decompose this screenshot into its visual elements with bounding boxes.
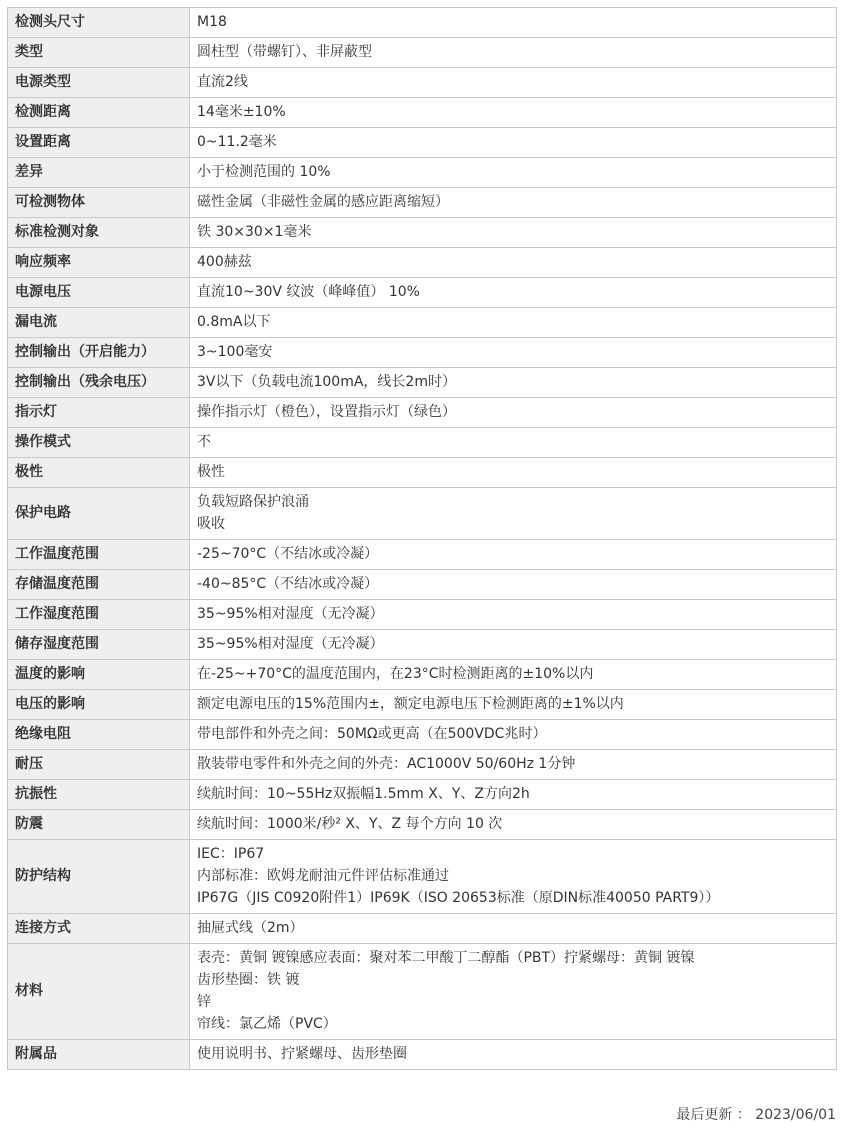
- spec-value: [190, 840, 837, 914]
- spec-value-line: IP67G（JIS C0920附件1）IP69K（ISO 20653标准（原DIN标准40050 PART9））: [197, 890, 720, 906]
- spec-label: 温度的影响: [8, 660, 190, 690]
- spec-label: 防震: [8, 810, 190, 840]
- spec-label: 差异: [8, 158, 190, 188]
- spec-label: 漏电流: [8, 308, 190, 338]
- table-row: [8, 660, 837, 690]
- spec-label: 检测头尺寸: [8, 8, 190, 38]
- spec-value: [190, 570, 837, 600]
- spec-value: [190, 600, 837, 630]
- table-row: [8, 398, 837, 428]
- spec-label: 电压的影响: [8, 690, 190, 720]
- spec-label: 附属品: [8, 1040, 190, 1070]
- spec-value: [190, 218, 837, 248]
- spec-label: 抗振性: [8, 780, 190, 810]
- spec-value: [190, 660, 837, 690]
- spec-value: [190, 914, 837, 944]
- table-row: [8, 38, 837, 68]
- table-row: [8, 308, 837, 338]
- spec-label: 储存湿度范围: [8, 630, 190, 660]
- spec-label: 防护结构: [8, 840, 190, 914]
- table-row: [8, 914, 837, 944]
- spec-label: 控制输出（开启能力）: [8, 338, 190, 368]
- spec-label: 极性: [8, 458, 190, 488]
- spec-value-line: 不: [197, 434, 211, 450]
- table-row: [8, 570, 837, 600]
- spec-value: [190, 630, 837, 660]
- spec-value-line: 吸收: [197, 516, 225, 532]
- table-row: [8, 690, 837, 720]
- spec-value: [190, 68, 837, 98]
- spec-value-line: 内部标准：欧姆龙耐油元件评估标准通过: [197, 868, 449, 884]
- spec-label: 控制输出（残余电压）: [8, 368, 190, 398]
- spec-value: [190, 540, 837, 570]
- table-row: [8, 630, 837, 660]
- spec-value: [190, 278, 837, 308]
- spec-label: 工作温度范围: [8, 540, 190, 570]
- spec-value-line: 带电部件和外壳之间：50MΩ或更高（在500VDC兆时）: [197, 726, 547, 742]
- spec-value: [190, 8, 837, 38]
- spec-value-line: 续航时间：1000米/秒² X、Y、Z 每个方向 10 次: [197, 816, 503, 832]
- spec-label: 绝缘电阻: [8, 720, 190, 750]
- table-row: [8, 338, 837, 368]
- table-row: [8, 218, 837, 248]
- table-row: [8, 780, 837, 810]
- spec-label: 标准检测对象: [8, 218, 190, 248]
- spec-label: 操作模式: [8, 428, 190, 458]
- spec-value-line: 散装带电零件和外壳之间的外壳：AC1000V 50/60Hz 1分钟: [197, 756, 576, 772]
- table-row: [8, 750, 837, 780]
- table-row: [8, 600, 837, 630]
- table-row: [8, 278, 837, 308]
- spec-label: 类型: [8, 38, 190, 68]
- spec-value: [190, 38, 837, 68]
- spec-value-line: 直流2线: [197, 74, 248, 90]
- table-row: [8, 540, 837, 570]
- spec-value: [190, 720, 837, 750]
- spec-value-line: 在-25~+70°C的温度范围内，在23°C时检测距离的±10%以内: [197, 666, 594, 682]
- table-row: [8, 488, 837, 540]
- spec-value-line: M18: [197, 14, 227, 30]
- spec-value: [190, 488, 837, 540]
- spec-label: 工作湿度范围: [8, 600, 190, 630]
- spec-table-body: [8, 8, 837, 1070]
- spec-value-line: 3~100毫安: [197, 344, 273, 360]
- spec-value-line: 35~95%相对湿度（无冷凝）: [197, 636, 384, 652]
- spec-value: [190, 308, 837, 338]
- spec-value-line: 操作指示灯（橙色），设置指示灯（绿色）: [197, 404, 456, 420]
- spec-table: [7, 7, 837, 1070]
- table-row: [8, 68, 837, 98]
- spec-label: 检测距离: [8, 98, 190, 128]
- table-row: [8, 8, 837, 38]
- table-row: [8, 1040, 837, 1070]
- table-row: [8, 248, 837, 278]
- spec-label: 设置距离: [8, 128, 190, 158]
- spec-value-line: 3V以下（负载电流100mA，线长2m时）: [197, 374, 456, 390]
- spec-label: 电源电压: [8, 278, 190, 308]
- spec-value: [190, 780, 837, 810]
- spec-value-line: 小于检测范围的 10%: [197, 164, 331, 180]
- table-row: [8, 840, 837, 914]
- spec-label: 响应频率: [8, 248, 190, 278]
- spec-value-line: 0.8mA以下: [197, 314, 271, 330]
- spec-value-line: 负载短路保护浪涌: [197, 494, 309, 510]
- table-row: [8, 428, 837, 458]
- table-row: [8, 720, 837, 750]
- spec-label: 材料: [8, 944, 190, 1040]
- spec-value-line: 极性: [197, 464, 225, 480]
- spec-label: 存储温度范围: [8, 570, 190, 600]
- table-row: [8, 98, 837, 128]
- spec-value: [190, 158, 837, 188]
- spec-value-line: IEC：IP67: [197, 846, 265, 862]
- spec-value: [190, 248, 837, 278]
- table-row: [8, 944, 837, 1040]
- spec-value: [190, 810, 837, 840]
- spec-value: [190, 750, 837, 780]
- spec-value-line: 使用说明书、拧紧螺母、齿形垫圈: [197, 1046, 407, 1062]
- spec-label: 连接方式: [8, 914, 190, 944]
- spec-value: [190, 458, 837, 488]
- table-row: [8, 368, 837, 398]
- spec-value-line: -25~70°C（不结冰或冷凝）: [197, 546, 379, 562]
- table-row: [8, 810, 837, 840]
- spec-value: [190, 398, 837, 428]
- spec-label: 保护电路: [8, 488, 190, 540]
- spec-label: 耐压: [8, 750, 190, 780]
- spec-value-line: 磁性金属（非磁性金属的感应距离缩短）: [197, 194, 449, 210]
- spec-value-line: 圆柱型（带螺钉）、非屏蔽型: [197, 44, 372, 60]
- spec-value: [190, 944, 837, 1040]
- table-row: [8, 158, 837, 188]
- spec-value-line: 400赫兹: [197, 254, 252, 270]
- spec-value-line: 锌: [197, 994, 211, 1010]
- spec-value-line: 续航时间：10~55Hz双振幅1.5mm X、Y、Z方向2h: [197, 786, 530, 802]
- spec-value-line: 抽屉式线（2m）: [197, 920, 304, 936]
- spec-value: [190, 1040, 837, 1070]
- spec-value: [190, 690, 837, 720]
- table-row: [8, 188, 837, 218]
- spec-value-line: 表壳：黄铜 镀镍感应表面：聚对苯二甲酸丁二醇酯（PBT）拧紧螺母：黄铜 镀镍: [197, 950, 695, 966]
- spec-value: [190, 338, 837, 368]
- spec-value: [190, 428, 837, 458]
- last-updated: 最后更新 ： 2023/06/01: [676, 1107, 836, 1123]
- spec-value-line: 帘线：氯乙烯（PVC）: [197, 1016, 337, 1032]
- spec-value-line: -40~85°C（不结冰或冷凝）: [197, 576, 379, 592]
- spec-value-line: 额定电源电压的15%范围内±，额定电源电压下检测距离的±1%以内: [197, 696, 624, 712]
- spec-value-line: 直流10~30V 纹波（峰峰值） 10%: [197, 284, 420, 300]
- spec-label: 电源类型: [8, 68, 190, 98]
- table-row: [8, 128, 837, 158]
- spec-value: [190, 128, 837, 158]
- spec-value-line: 齿形垫圈：铁 镀: [197, 972, 300, 988]
- spec-label: 指示灯: [8, 398, 190, 428]
- spec-value: [190, 368, 837, 398]
- table-row: [8, 458, 837, 488]
- spec-value-line: 35~95%相对湿度（无冷凝）: [197, 606, 384, 622]
- spec-value-line: 铁 30×30×1毫米: [197, 224, 312, 240]
- spec-label: 可检测物体: [8, 188, 190, 218]
- spec-value: [190, 98, 837, 128]
- spec-value-line: 0~11.2毫米: [197, 134, 277, 150]
- spec-value: [190, 188, 837, 218]
- spec-value-line: 14毫米±10%: [197, 104, 286, 120]
